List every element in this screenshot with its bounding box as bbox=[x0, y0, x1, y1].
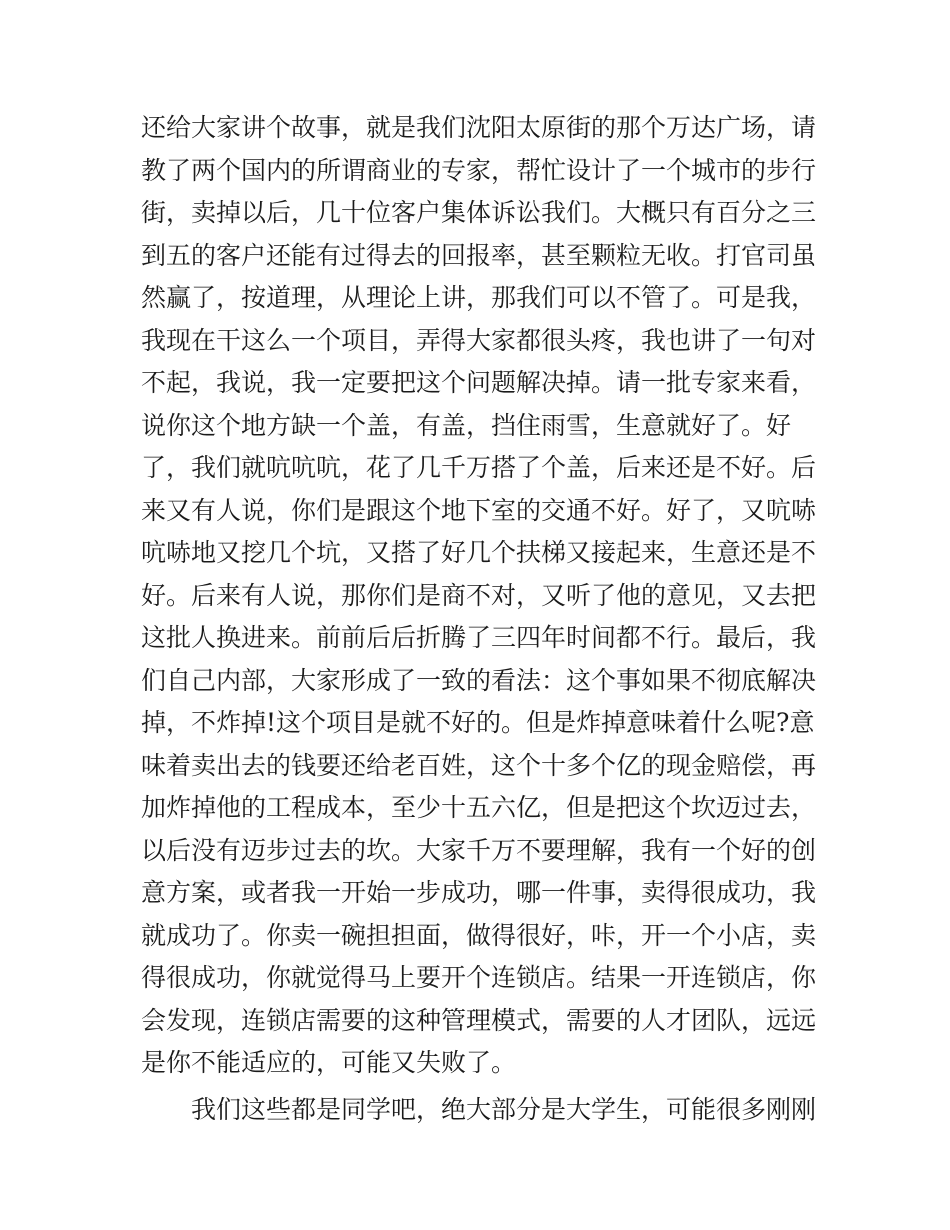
text-line: 这批人换进来。前前后后折腾了三四年时间都不行。最后，我 bbox=[141, 623, 817, 652]
text-line: 是你不能适应的，可能又失败了。 bbox=[141, 1048, 517, 1077]
text-line: 掉，不炸掉!这个项目是就不好的。但是炸掉意味着什么呢?意 bbox=[141, 708, 815, 737]
text-line: 教了两个国内的所谓商业的专家，帮忙设计了一个城市的步行 bbox=[141, 155, 817, 185]
body-text bbox=[141, 107, 821, 1131]
text-line: 来又有人说，你们是跟这个地下室的交通不好。好了，又吭哧 bbox=[141, 495, 817, 525]
text-line: 街，卖掉以后，几十位客户集体诉讼我们。大概只有百分之三 bbox=[141, 198, 817, 227]
text-line: 好。后来有人说，那你们是商不对，又听了他的意见，又去把 bbox=[141, 580, 817, 610]
text-line: 不起，我说，我一定要把这个问题解决掉。请一批专家来看， bbox=[141, 368, 817, 397]
text-line: 得很成功，你就觉得马上要开个连锁店。结果一开连锁店，你 bbox=[141, 963, 817, 992]
text-line: 们自己内部，大家形成了一致的看法：这个事如果不彻底解决 bbox=[141, 665, 817, 695]
text-line: 以后没有迈步过去的坎。大家千万不要理解，我有一个好的创 bbox=[141, 835, 817, 865]
text-line: 说你这个地方缺一个盖，有盖，挡住雨雪，生意就好了。好 bbox=[141, 410, 792, 440]
text-line: 加炸掉他的工程成本，至少十五六亿，但是把这个坎迈过去， bbox=[141, 793, 817, 822]
paragraph bbox=[141, 1089, 821, 1132]
text-line: 还给大家讲个故事，就是我们沈阳太原街的那个万达广场，请 bbox=[141, 113, 817, 142]
text-line: 吭哧地又挖几个坑，又搭了好几个扶梯又接起来，生意还是不 bbox=[141, 538, 817, 567]
text-line: 到五的客户还能有过得去的回报率，甚至颗粒无收。打官司虽 bbox=[141, 240, 817, 270]
text-line: 我们这些都是同学吧，绝大部分是大学生，可能很多刚刚 bbox=[191, 1094, 817, 1124]
paragraph bbox=[141, 107, 821, 1085]
text-line: 了，我们就吭吭吭，花了几千万搭了个盖，后来还是不好。后 bbox=[141, 453, 817, 482]
text-line: 我现在干这么一个项目，弄得大家都很头疼，我也讲了一句对 bbox=[141, 325, 817, 355]
text-line: 味着卖出去的钱要还给老百姓，这个十多个亿的现金赔偿，再 bbox=[141, 750, 817, 780]
text-line: 然赢了，按道理，从理论上讲，那我们可以不管了。可是我， bbox=[141, 283, 817, 312]
text-line: 会发现，连锁店需要的这种管理模式，需要的人才团队，远远 bbox=[141, 1005, 817, 1035]
text-line: 就成功了。你卖一碗担担面，做得很好，咔，开一个小店，卖 bbox=[141, 920, 817, 950]
text-line: 意方案，或者我一开始一步成功，哪一件事，卖得很成功，我 bbox=[141, 878, 817, 907]
